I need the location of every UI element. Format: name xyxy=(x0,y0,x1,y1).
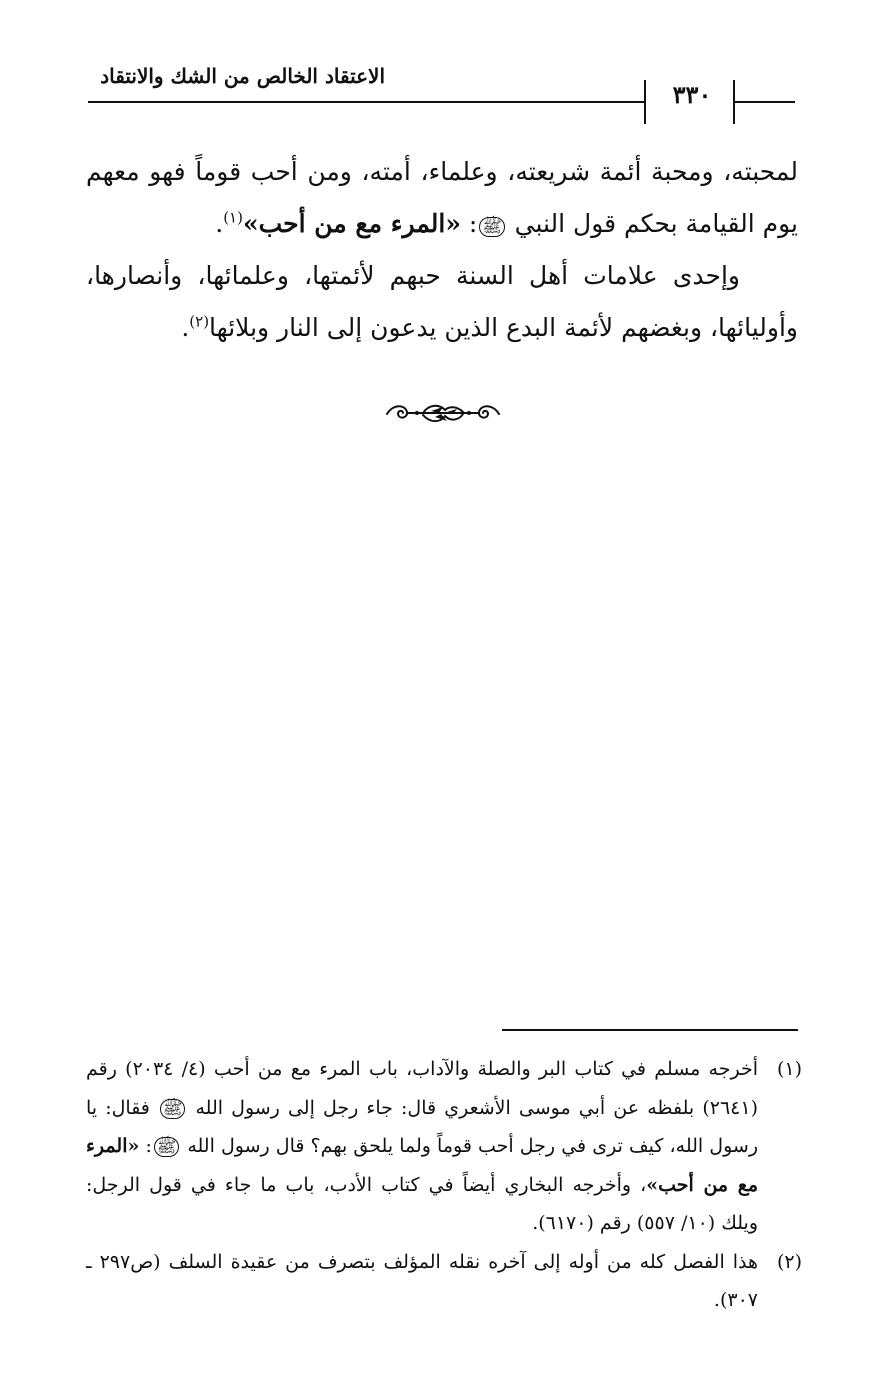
footnote-ref[interactable]: (١) xyxy=(223,208,243,227)
footnote-number: (١) xyxy=(776,1058,802,1080)
footnote-text: ، وأخرجه البخاري أيضاً في كتاب الأدب، باب ما جاء في قول الرجل: ويلك (١٠/ ٥٥٧) رقم (٦١٧٠). xyxy=(86,1173,758,1234)
separator: : xyxy=(460,209,478,238)
footnote xyxy=(86,1243,802,1320)
paragraph-text: لمحبته، ومحبة أئمة شريعته، وعلماء، أمته، ومن أحب قوماً فهو معهم يوم القيامة بحكم قول النبي xyxy=(86,157,798,238)
paragraph xyxy=(86,146,798,250)
running-header-title: الاعتقاد الخالص من الشك والانتقاد xyxy=(100,64,385,88)
paragraph-text: وإحدى علامات أهل السنة حبهم لأئمتها، وعلمائها، وأنصارها، وأوليائها، وبغضهم لأئمة البدع الذين يدعون إلى النار وبلائها xyxy=(86,261,798,342)
salla-honorific-icon: ﷺ xyxy=(160,1099,185,1119)
footnotes xyxy=(86,1050,802,1320)
header-rule-tick xyxy=(644,80,646,124)
footnote-ref[interactable]: (٢) xyxy=(189,312,210,331)
footnote-text: أخرجه مسلم في كتاب البر والصلة والآداب، باب المرء مع من أحب (٤/ ٢٠٣٤) رقم (٢٦٤١) بلفظه عن أبي موسى الأشعري قال: جاء رجل إلى رسول الله xyxy=(86,1058,758,1119)
main-text xyxy=(86,146,798,354)
footnote-text: هذا الفصل كله من أوله إلى آخره نقله المؤلف بتصرف من عقيدة السلف (ص٢٩٧ ـ ٣٠٧). xyxy=(86,1250,759,1311)
salla-honorific-icon: ﷺ xyxy=(154,1137,179,1157)
paragraph xyxy=(86,250,798,354)
footnote-number: (٢) xyxy=(776,1250,802,1273)
footnote-text: فقال: يا رسول الله، كيف ترى في رجل أحب قوماً ولما يلحق بهم؟ قال رسول الله xyxy=(86,1096,758,1157)
separator: : xyxy=(139,1135,152,1157)
header-rule xyxy=(735,101,795,103)
hadith-quote: «المرء مع من أحب» xyxy=(86,1135,759,1196)
hadith-quote: «المرء مع من أحب» xyxy=(242,209,461,238)
salla-honorific-icon: ﷺ xyxy=(479,217,504,237)
punctuation: . xyxy=(181,313,190,342)
page-number: ٣٣٠ xyxy=(672,80,712,109)
header-rule xyxy=(88,101,644,103)
punctuation: . xyxy=(215,209,224,238)
footnote-rule xyxy=(502,1029,798,1031)
floral-divider-icon xyxy=(383,396,503,432)
footnote xyxy=(86,1050,802,1243)
